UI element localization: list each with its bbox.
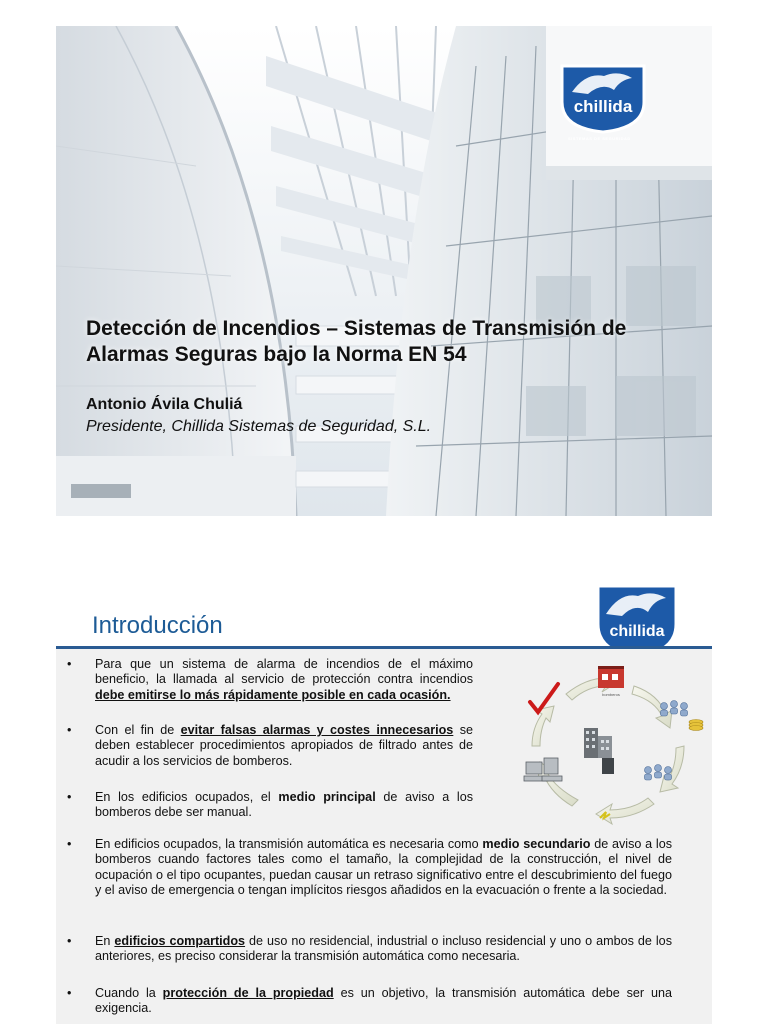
bullet-6: • Cuando la protección de la propiedad es un objetivo, la transmisión automática debe ser una exigencia. [67, 986, 673, 1016]
bullet-dot: • [67, 790, 72, 804]
bullet-5: • En edificios compartidos de uso no residencial, industrial o incluso residencial y uno o ambos de los anteriores, es preciso considerar la transmisión automática como necesaria. [67, 934, 672, 964]
logo-text: chillida [573, 97, 633, 116]
author-role: Presidente, Chillida Sistemas de Seguridad, S.L. [86, 418, 432, 435]
station-label: bomberos [602, 692, 620, 697]
slide-heading: Introducción [92, 612, 223, 639]
bullet-2: • Con el fin de evitar falsas alarmas y costes innecesarios se deben establecer procedimientos apropiados de filtrado antes de acudir a los servicios de bomberos. [67, 723, 473, 768]
bullet-dot: • [67, 986, 72, 1000]
bullet-dot: • [67, 657, 72, 671]
bullet-dot: • [67, 723, 72, 737]
people-group-icon [661, 701, 688, 717]
bullet-3: • En los edificios ocupados, el medio principal de aviso a los bomberos debe ser manual. [67, 790, 474, 820]
logo-text: chillida [609, 623, 665, 640]
bullet-dot: • [67, 934, 72, 948]
bullet-4: • En edificios ocupados, la transmisión automática es necesaria como medio secundario de aviso a los bomberos cuando factores tales como el tamaño, la complejidad de la construcción, el nivel de ocupación o el tipo ocupantes, puedan causar un retraso significativo entre el descubrimiento del fuego y el aviso de emergencia o tengan implícitos riesgos añadidos en la evacuación o frente a la sociedad. [67, 837, 672, 898]
alarm-cycle-diagram [506, 666, 712, 836]
bullet-dot: • [67, 837, 72, 851]
bullet-1: • Para que un sistema de alarma de incendios de el máximo beneficio, la llamada al servicio de protección contra incendios debe emitirse lo más rápidamente posible en cada ocasión. [67, 657, 473, 702]
fire-station-icon [598, 666, 624, 688]
people-group-icon [645, 765, 672, 781]
author-name: Antonio Ávila Chuliá [86, 396, 243, 413]
office-building-icon [584, 728, 614, 774]
logo-subtext: SISTEMAS DE SEGURIDAD [568, 136, 631, 141]
presentation-title: Detección de Incendios – Sistemas de Transmisión de Alarmas Seguras bajo la Norma EN 54 [86, 317, 627, 366]
title-slide [56, 26, 712, 516]
chillida-logo-icon [558, 62, 648, 134]
introduction-slide [56, 578, 712, 1024]
coins-icon [689, 720, 703, 731]
